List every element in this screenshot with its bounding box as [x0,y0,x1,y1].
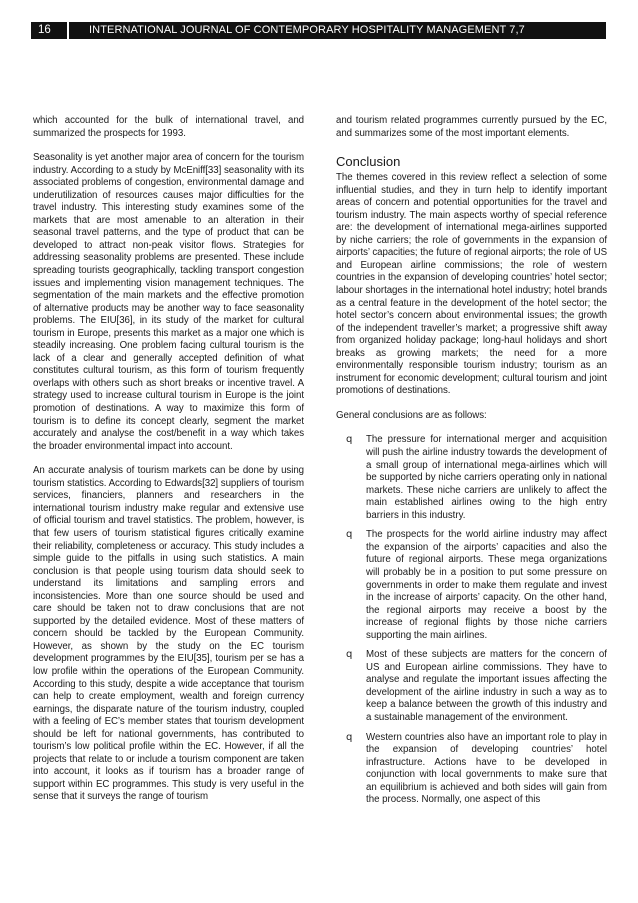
general-conclusions-intro: General conclusions are as follows: [336,409,487,421]
running-header [31,22,606,39]
left-paragraph-2: Seasonality is yet another major area of concern for the tourism industry. According to a study by McEniff[33] seasonality with its associated problems of congestion, environmental damage and underutilization of resources causes major difficulties for the travel industry. This interesting study examines some of the markets that are most amenable to an alteration in their seasonal travel patterns, and the type of product that can be developed to attract non-peak visitor flows. Strategies for addressing seasonality problems are presented. These include spreading tourists geographically, tackling transport congestion issues and implementing vision management techniques. The segmentation of the main markets and the effective promotion of alternative products may be another way to face seasonality problems. The EIU[36], in its study of the market for cultural tourism in Europe, presents this market as a major one which is steadily increasing. One problem facing cultural tourism is the lack of a clear and generally accepted definition of what constitutes cultural tourism, as this form of tourism frequently overlaps with others such as short breaks or incentive travel. A strategy used to increase cultural tourism in Europe is the joint promotion of destinations. A way to maximize this form of tourism is to define its concept clearly, segment the market accurately and analyse the cost/benefit in a way which takes the broader environmental impact into account. [33,152,304,452]
right-column [336,115,607,814]
list-item [336,649,607,724]
list-item-text: The pressure for international merger and acquisition will push the airline industry towards the development of a small group of international mega-airlines which will be supported by niche carriers operating only in national markets. These niche carriers are unlikely to affect the main established airlines owing to the high entry barriers in this industry. [366,434,607,521]
list-item-text: Western countries also have an important role to play in the expansion of developing countries’ hotel infrastructure. Actions have to be developed in conjunction with local governments to make sure that an equilibrium is achieved and both sides will gain from the process. Normally, one aspect of this [366,731,607,806]
journal-title: INTERNATIONAL JOURNAL OF CONTEMPORARY HOSPITALITY MANAGEMENT 7,7 [89,24,525,36]
list-item-text: The prospects for the world airline industry may affect the expansion of the airports’ capacities and also the future of regional airports. These mega organizations will probably be in a position to put some pressure on governments in order to make them regulate and invest in the increase of airports’ capacity. On the other hand, the regional airports may receive a boost by the increase of regional flights by those niche carriers supporting the main airlines. [366,529,607,641]
right-intro-paragraph: and tourism related programmes currently pursued by the EC, and summarizes some of the most important elements. [336,115,607,139]
bullet-marker-icon: q [346,434,353,446]
conclusions-list [336,434,607,806]
list-item [336,434,607,522]
bullet-marker-icon: q [346,649,353,661]
conclusion-paragraph: The themes covered in this review reflect a selection of some influential studies, and they in turn help to identify important areas of concern and potential opportunities for the travel and tourism industry. The main aspects worthy of special reference are: the development of international mega-airlines supported by niche carriers; the role of governments in the expansion of airports’ capacities; the future of regional airports; the role of US and European airline commissions; the role of western countries in the expansion of developing countries’ hotel sector; labour shortages in the international hotel industry; hotel brands as a central feature in the development of the hotel sector; the hotel sector’s concern about environmental issues; the growth of the independent traveller’s market; a progressive shift away from organized holiday package; long-haul holidays and short breaks as growing markets; the need for a more environmentally responsible tourism industry; tourism as an instrument for economic development; cultural tourism and joint promotions of destinations. [336,172,607,397]
bullet-marker-icon: q [346,731,353,743]
bullet-marker-icon: q [346,529,353,541]
section-heading-conclusion: Conclusion [336,154,401,170]
list-item [336,529,607,642]
page-number: 16 [31,22,69,39]
list-item [336,732,607,807]
left-paragraph-1: which accounted for the bulk of international travel, and summarized the prospects for 1993. [33,115,304,139]
list-item-text: Most of these subjects are matters for the concern of US and European airline commissions. They have to analyse and regulate the important issues affecting the development of the airline industry in such a way as to keep a balance between the growth of this industry and a sustainable management of the environment. [366,649,607,723]
left-paragraph-3: An accurate analysis of tourism markets can be done by using tourism statistics. According to Edwards[32] suppliers of tourism services, financiers, planners and researchers in the international tourism industry make regular and extensive use of official tourism and travel statistics. The problem, however, is that few users of tourism statistical figures critically examine their reliability, completeness or accuracy. This study includes a simple guide to the pitfalls in using such statistics. A main conclusion is that people using tourism data should seek to understand its limitations and sampling errors and inconsistencies. More than one source should be used and care should be taken not to draw conclusions that are not supported by the detailed evidence. Most of these matters of concern should be tackled by the European Community. However, as shown by the study on the EC tourism development programmes by the EIU[35], tourism per se has a low profile within the operations of the European Community. According to this study, despite a wide acceptance that tourism can help to create employment, wealth and foreign currency earnings, the disparate nature of the tourism industry, coupled with a feeling of EC’s member states that tourism development should be left for national governments, has contributed to tourism’s low political profile within the EC. However, if all the projects that relate to or include a tourism component are taken into account, it looks as if tourism has a broader range of support within EC programmes. This study is very useful in the sense that it surveys the range of tourism [33,465,304,803]
left-column [33,115,304,816]
